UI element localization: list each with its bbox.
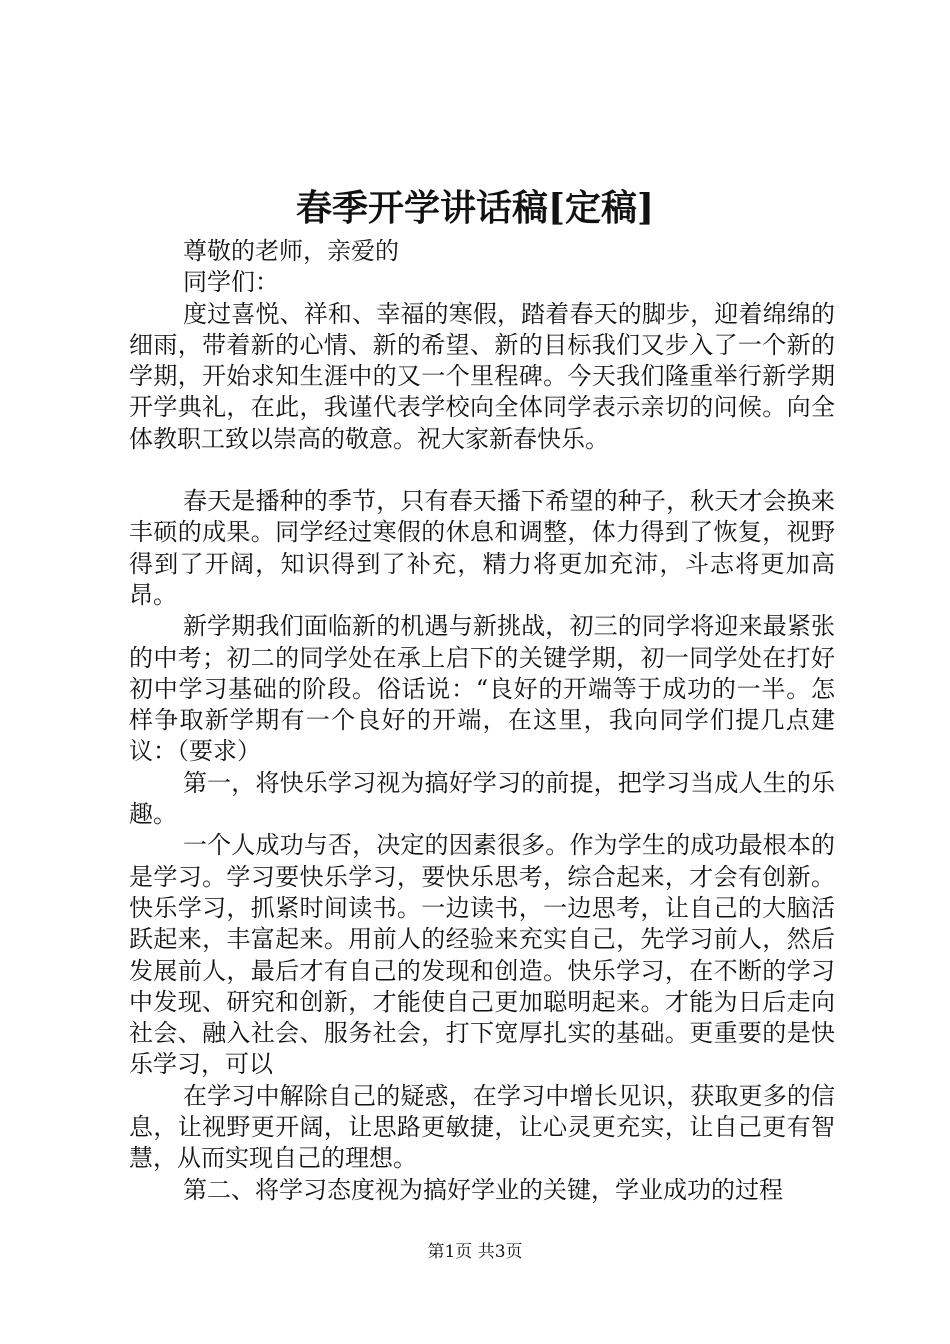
paragraph: 一个人成功与否，决定的因素很多。作为学生的成功最根本的是学习。学习要快乐学习，要快乐思考，综合起来，才会有创新。快乐学习，抓紧时间读书。一边读书，一边思考，让自己的大脑活跃起来，丰富起来。用前人的经验来充实自己，先学习前人，然后发展前人，最后才有自己的发现和创造。快乐学习，在不断的学习中发现、研究和创新，才能使自己更加聪明起来。才能为日后走向社会、融入社会、服务社会，打下宽厚扎实的基础。更重要的是快乐学习，可以 xyxy=(129,831,835,1079)
document-body xyxy=(129,236,835,1206)
document-title: 春季开学讲话稿[定稿] xyxy=(295,187,655,229)
paragraph: 第一，将快乐学习视为搞好学习的前提，把学习当成人生的乐趣。 xyxy=(129,768,835,829)
paragraph-salutation-cont: 同学们： xyxy=(183,268,279,297)
page-footer: 第1页 共3页 xyxy=(427,1242,523,1262)
paragraph: 度过喜悦、祥和、幸福的寒假，踏着春天的脚步，迎着绵绵的细雨，带着新的心情、新的希望、新的目标我们又步入了一个新的学期，开始求知生涯中的又一个里程碑。今天我们隆重举行新学期开学典礼，在此，我谨代表学校向全体同学表示亲切的问候。向全体教职工致以崇高的敬意。祝大家新春快乐。 xyxy=(129,299,835,453)
paragraph: 春天是播种的季节，只有春天播下希望的种子，秋天才会换来丰硕的成果。同学经过寒假的休息和调整，体力得到了恢复，视野得到了开阔，知识得到了补充，精力将更加充沛，斗志将更加高昂。 xyxy=(129,487,835,609)
paragraph-salutation: 尊敬的老师，亲爱的 xyxy=(183,237,399,265)
paragraph: 新学期我们面临新的机遇与新挑战，初三的同学将迎来最紧张的中考；初二的同学处在承上启下的关键学期，初一同学处在打好初中学习基础的阶段。俗话说：“良好的开端等于成功的一半。怎样争取新学期有一个良好的开端，在这里，我向同学们提几点建议：（要求） xyxy=(129,612,835,766)
paragraph: 第二、将学习态度视为搞好学业的关键，学业成功的过程 xyxy=(183,1175,783,1204)
paragraph: 在学习中解除自己的疑惑，在学习中增长见识，获取更多的信息，让视野更开阔，让思路更敏捷，让心灵更充实，让自己更有智慧，从而实现自己的理想。 xyxy=(129,1081,835,1173)
